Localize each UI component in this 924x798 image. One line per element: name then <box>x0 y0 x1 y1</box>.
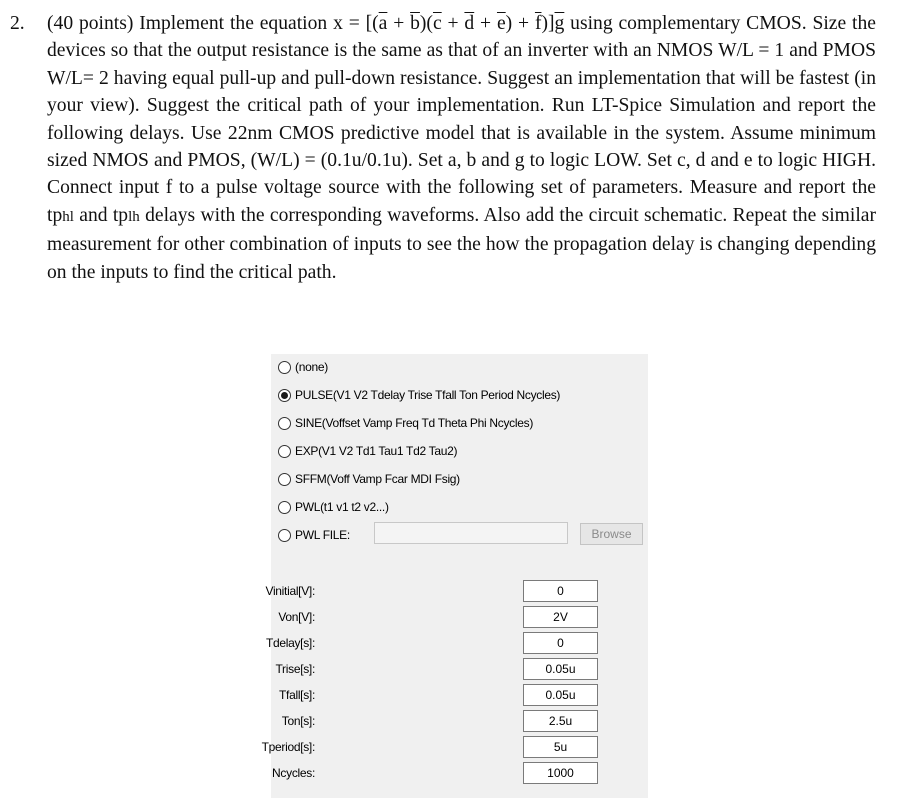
problem-body <box>47 10 876 286</box>
browse-button[interactable]: Browse <box>580 523 643 545</box>
param-label: Von[V]: <box>278 610 315 624</box>
radio-circle-icon[interactable] <box>278 529 291 542</box>
radio-label: PWL FILE: <box>295 528 350 542</box>
radio-pwl[interactable] <box>278 497 389 517</box>
tfall-field[interactable]: 0.05u <box>523 684 598 706</box>
param-label: Tdelay[s]: <box>265 636 315 650</box>
eq-bracket: )] <box>541 13 555 34</box>
lh-subscript: lh <box>128 208 140 225</box>
param-label: Vinitial[V]: <box>265 584 315 598</box>
param-label: Ton[s]: <box>281 714 315 728</box>
radio-pwl-file[interactable] <box>278 525 350 545</box>
ton-field[interactable]: 2.5u <box>523 710 598 732</box>
von-field[interactable]: 2V <box>523 606 598 628</box>
intro-text: Implement the equation <box>139 13 328 34</box>
param-label: Tfall[s]: <box>279 688 315 702</box>
eq-c: $\overline{c}$ <box>432 13 442 34</box>
radio-circle-icon[interactable] <box>278 417 291 430</box>
tperiod-field[interactable]: 5u <box>523 736 598 758</box>
param-label: Tperiod[s]: <box>261 740 315 754</box>
radio-label: EXP(V1 V2 Td1 Tau1 Td2 Tau2) <box>295 444 458 458</box>
problem-number: 2. <box>10 13 25 34</box>
hl-subscript: hl <box>62 208 74 225</box>
eq-plus: + <box>441 13 465 34</box>
radio-label: PULSE(V1 V2 Tdelay Trise Tfall Ton Period Ncycles) <box>295 388 561 402</box>
eq-paren: ) + <box>505 13 535 34</box>
radio-pulse[interactable] <box>278 385 560 405</box>
eq-a: $\overline{a}$ <box>378 13 388 34</box>
radio-sffm[interactable] <box>278 469 460 489</box>
equation <box>333 13 564 34</box>
trise-field[interactable]: 0.05u <box>523 658 598 680</box>
radio-none[interactable] <box>278 357 328 377</box>
vinitial-field[interactable]: 0 <box>523 580 598 602</box>
eq-plus: + <box>474 13 497 34</box>
eq-e: $\overline{e}$ <box>496 13 506 34</box>
radio-label: (none) <box>295 360 328 374</box>
radio-selected-icon[interactable] <box>278 389 291 402</box>
eq-b: $\overline{b}$ <box>410 13 420 34</box>
tp-label: tp <box>47 204 63 226</box>
pwl-file-input[interactable] <box>374 522 568 544</box>
radio-sine[interactable] <box>278 413 533 433</box>
radio-exp[interactable] <box>278 441 457 461</box>
problem-text-1: using complementary CMOS. Size the devices so that the output resistance is the same as that of an inverter with an NMOS W/L = 1 and PMOS W/L= 2 having equal pull-up and pull-down resistance. Suggest an implementation that will be fastest (in your view). Suggest the critical path of your implementation. Run LT-Spice Simulation and report the following delays. Use 22nm CMOS predictive model that is available in the system. Assume minimum sized NMOS and PMOS, (W/L) = (0.1u/0.1u). Set a, b and g to logic LOW. Set c, d and e to logic HIGH. Connect input f to a pulse voltage source with the following set of parameters. Measure and report the <box>47 13 876 199</box>
and-text: and <box>73 204 113 226</box>
ncycles-field[interactable]: 1000 <box>523 762 598 784</box>
problem-text-2: delays with the corresponding waveforms. Also add the circuit schematic. Repeat the similar measurement for other combination of inputs to see the how the propagation delay is changing depending on the inputs to find the critical path. <box>47 204 876 283</box>
radio-circle-icon[interactable] <box>278 501 291 514</box>
radio-circle-icon[interactable] <box>278 473 291 486</box>
eq-g: $\overline{g}$ <box>554 13 565 34</box>
radio-label: PWL(t1 v1 t2 v2...) <box>295 500 389 514</box>
pulse-source-dialog <box>261 354 648 798</box>
eq-f: $\overline{f}$ <box>534 13 542 34</box>
radio-circle-icon[interactable] <box>278 445 291 458</box>
radio-label: SFFM(Voff Vamp Fcar MDI Fsig) <box>295 472 460 486</box>
radio-circle-icon[interactable] <box>278 361 291 374</box>
tp-label: tp <box>112 204 129 226</box>
radio-label: SINE(Voffset Vamp Freq Td Theta Phi Ncycles) <box>295 416 534 430</box>
tdelay-field[interactable]: 0 <box>523 632 598 654</box>
problem-statement <box>10 10 876 286</box>
eq-lhs: x = [( <box>333 13 379 34</box>
points-label: (40 points) <box>47 13 134 34</box>
eq-d: $\overline{d}$ <box>464 13 475 34</box>
eq-plus: + <box>387 13 411 34</box>
eq-paren: )( <box>419 13 433 34</box>
param-label: Trise[s]: <box>275 662 315 676</box>
param-label: Ncycles: <box>272 766 315 780</box>
